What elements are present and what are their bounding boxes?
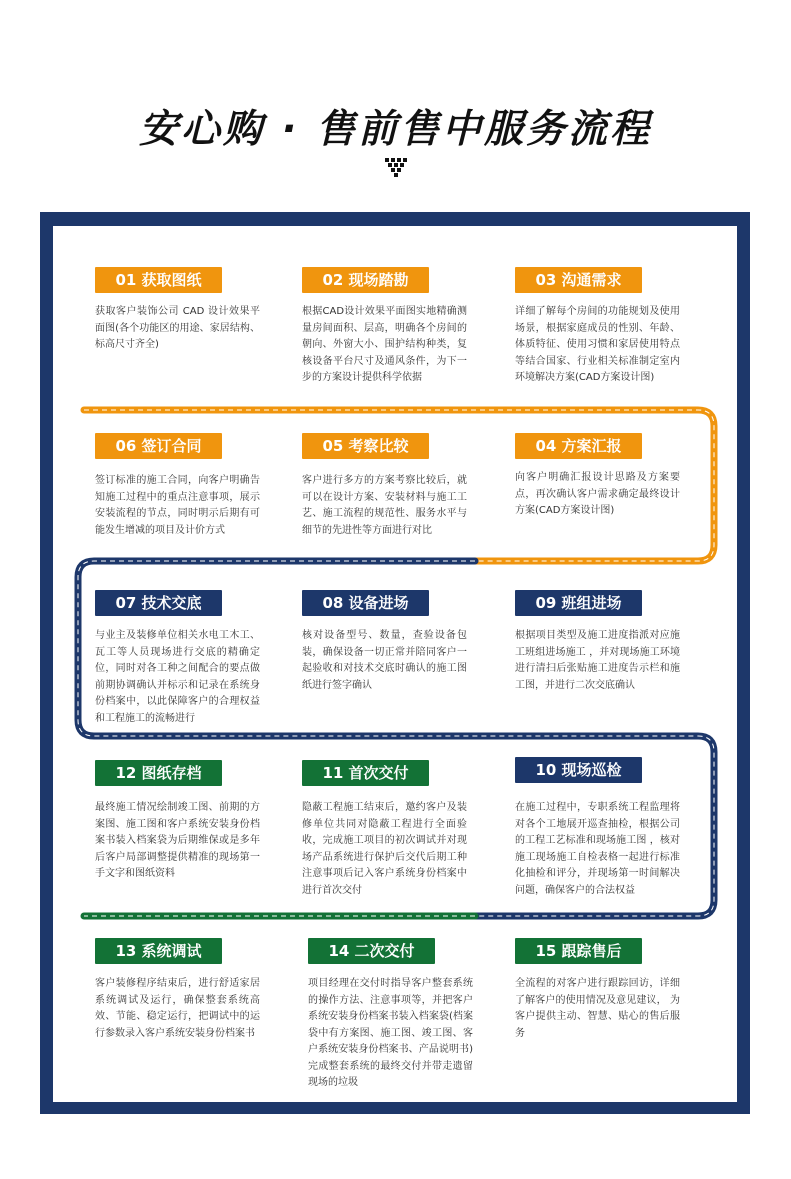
- step-12-desc: 最终施工情况绘制竣工图、前期的方案图、施工图和客户系统安装身份档案书装入档案袋为后期维保或是多年后客户局部调整提供精准的现场第一手文字和图纸资料: [95, 802, 260, 879]
- step-09-desc: 根据项目类型及施工进度指派对应施工班组进场施工 ，并对现场施工环境进行清扫后张贴施工进度告示栏和施工图，并进行二次交底确认: [515, 630, 680, 691]
- step-04-label: 04 方案汇报: [515, 433, 642, 459]
- step-06-label: 06 签订合同: [95, 433, 222, 459]
- page-title: 安心购 · 售前售中服务流程: [139, 107, 652, 152]
- step-02-label: 02 现场踏勘: [302, 267, 429, 293]
- step-11-label: 11 首次交付: [302, 760, 429, 786]
- step-15-label: 15 跟踪售后: [515, 938, 642, 964]
- step-05-desc: 客户进行多方的方案考察比较后，就可以在设计方案、安装材料与施工工艺、施工流程的规范性、服务水平与细节的先进性等方面进行对比: [302, 475, 467, 536]
- step-14-desc: 项目经理在交付时指导客户整套系统的操作方法、注意事项等，并把客户系统安装身份档案书装入档案袋(档案袋中有方案图、施工图、竣工图、客户系统安装身份档案书、产品说明书)完成整套系统的最终交付并带走遗留现场的垃圾: [308, 978, 473, 1088]
- step-13-label: 13 系统调试: [95, 938, 222, 964]
- step-05-label: 05 考察比较: [302, 433, 429, 459]
- step-02-desc: 根据CAD设计效果平面图实地精确测量房间面积、层高，明确各个房间的朝向、外窗大小、围护结构种类，复核设备平台尺寸及通风条件，为下一步的方案设计提供科学依据: [302, 306, 467, 383]
- step-11-desc: 隐蔽工程施工结束后，邀约客户及装修单位共同对隐蔽工程进行全面验收，完成施工项目的初次调试并对现场产品系统进行保护后交代后期工种注意事项后记入客户系统身份档案中进行首次交付: [302, 802, 467, 896]
- step-01-desc: 获取客户装饰公司 CAD 设计效果平面图(各个功能区的用途、家居结构、标高尺寸齐全): [95, 306, 260, 350]
- step-14-label: 14 二次交付: [308, 938, 435, 964]
- step-10-desc: 在施工过程中，专职系统工程监理将对各个工地展开巡查抽检，根据公司的工程工艺标准和现场施工图 ，核对施工现场施工自检表格一起进行标准化抽检和评分，并现场第一时间解决问题，确保客户的合法权益: [515, 802, 680, 896]
- step-07-desc: 与业主及装修单位相关水电工木工、瓦工等人员现场进行交底的精确定位，同时对各工种之间配合的要点做前期协调确认并标示和记录在系统身份档案中，以此保障客户的合理权益和工程施工的流畅进行: [95, 630, 260, 724]
- step-09-label: 09 班组进场: [515, 590, 642, 616]
- step-04-desc: 向客户明确汇报设计思路及方案要点，再次确认客户需求确定最终设计方案(CAD方案设计图): [515, 472, 680, 516]
- step-08-label: 08 设备进场: [302, 590, 429, 616]
- step-10-label: 10 现场巡检: [515, 757, 642, 783]
- step-06-desc: 签订标准的施工合同，向客户明确告知施工过程中的重点注意事项，展示安装流程的节点，同时明示后期有可能发生增减的项目及计价方式: [95, 475, 260, 536]
- step-15-desc: 全流程的对客户进行跟踪回访，详细了解客户的使用情况及意见建议， 为客户提供主动、智慧、贴心的售后服务: [515, 978, 680, 1039]
- step-13-desc: 客户装修程序结束后，进行舒适家居系统调试及运行，确保整套系统高效、节能、稳定运行，把调试中的运行参数录入客户系统安装身份档案书: [95, 978, 260, 1039]
- step-03-desc: 详细了解每个房间的功能规划及使用场景，根据家庭成员的性别、年龄、体质特征、使用习惯和家居使用特点等结合国家、行业相关标准制定室内环境解决方案(CAD方案设计图): [515, 306, 680, 383]
- step-01-label: 01 获取图纸: [95, 267, 222, 293]
- step-12-label: 12 图纸存档: [95, 760, 222, 786]
- step-03-label: 03 沟通需求: [515, 267, 642, 293]
- step-07-label: 07 技术交底: [95, 590, 222, 616]
- step-08-desc: 核对设备型号、数量，查验设备包装，确保设备一切正常并陪同客户一起验收和对技术交底时确认的施工图纸进行签字确认: [302, 630, 467, 691]
